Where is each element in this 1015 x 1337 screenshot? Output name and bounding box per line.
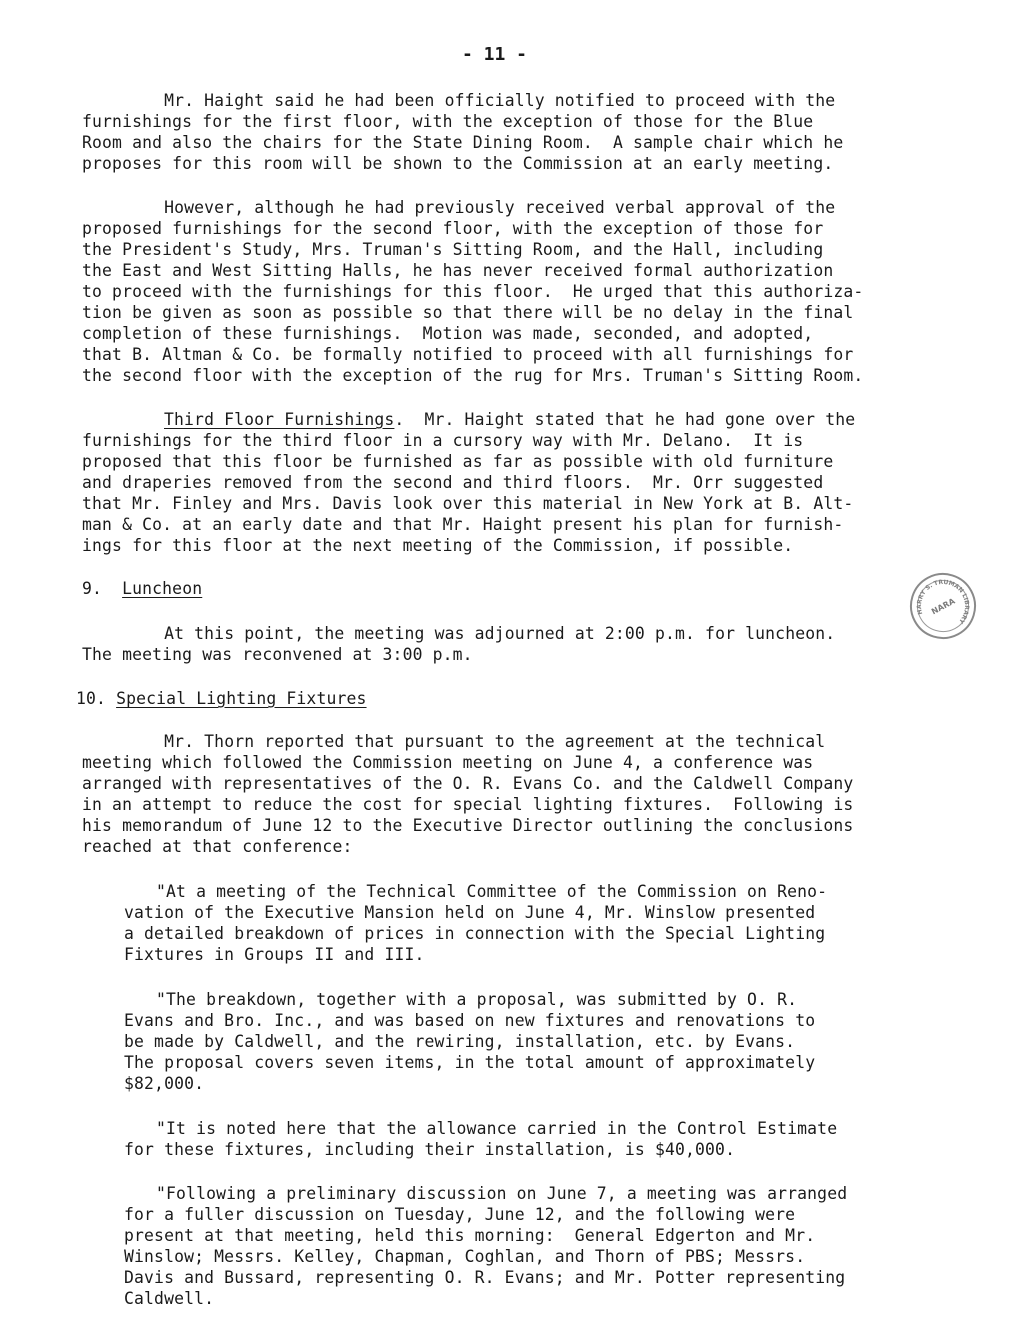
text-line: his memorandum of June 12 to the Executive Director outlining the conclusions <box>82 816 854 835</box>
text-line: Room and also the chairs for the State Dining Room. A sample chair which he <box>82 133 844 152</box>
page-number: - 11 - <box>462 44 528 65</box>
quote-line: a detailed breakdown of prices in connection with the Special Lighting <box>124 924 826 943</box>
text-line: Mr. Thorn reported that pursuant to the agreement at the technical <box>114 732 826 751</box>
text-line: reached at that conference: <box>82 837 353 856</box>
text-line: meeting which followed the Commission meeting on June 4, a conference was <box>82 753 814 772</box>
section-heading-luncheon <box>82 578 202 599</box>
stamp-lettering <box>901 564 985 648</box>
text-line: the President's Study, Mrs. Truman's Sitting Room, and the Hall, including <box>82 240 824 259</box>
quote-line: The proposal covers seven items, in the total amount of approximately <box>124 1053 816 1072</box>
section-heading-lighting <box>76 688 367 709</box>
text-line: proposed that this floor be furnished as far as possible with old furniture <box>82 452 834 471</box>
text-line: and draperies removed from the second and third floors. Mr. Orr suggested <box>82 473 824 492</box>
quote-line: "It is noted here that the allowance carried in the Control Estimate <box>156 1119 838 1138</box>
subsection-heading: Third Floor Furnishings <box>164 410 395 429</box>
section-title: Luncheon <box>122 579 203 598</box>
subsection-heading-line <box>164 409 855 430</box>
text-line: Mr. Haight said he had been officially notified to proceed with the <box>114 91 836 110</box>
section-number: 9. <box>82 579 103 598</box>
section-number: 10. <box>76 689 107 708</box>
quote-line: Davis and Bussard, representing O. R. Evans; and Mr. Potter representing <box>124 1268 846 1287</box>
text-line: completion of these furnishings. Motion was made, seconded, and adopted, <box>82 324 814 343</box>
text-line: . Mr. Haight stated that he had gone over the <box>394 410 856 429</box>
text-line: proposes for this room will be shown to the Commission at an early meeting. <box>82 154 834 173</box>
text-line: in an attempt to reduce the cost for special lighting fixtures. Following is <box>82 795 854 814</box>
text-line: furnishings for the first floor, with the exception of those for the Blue <box>82 112 814 131</box>
text-line: proposed furnishings for the second floor, with the exception of those for <box>82 219 824 238</box>
quote-line: Winslow; Messrs. Kelley, Chapman, Coghlan, and Thorn of PBS; Messrs. <box>124 1247 806 1266</box>
text-line: At this point, the meeting was adjourned at 2:00 p.m. for luncheon. <box>114 624 836 643</box>
quote-line: for these fixtures, including their installation, is $40,000. <box>124 1140 736 1159</box>
text-line: furnishings for the third floor in a cursory way with Mr. Delano. It is <box>82 431 804 450</box>
text-line: that B. Altman & Co. be formally notified to proceed with all furnishings for <box>82 345 854 364</box>
quote-line: $82,000. <box>124 1074 205 1093</box>
text-line: the East and West Sitting Halls, he has never received formal authorization <box>82 261 834 280</box>
quote-line: Fixtures in Groups II and III. <box>124 945 425 964</box>
library-stamp <box>898 561 987 650</box>
text-line: that Mr. Finley and Mrs. Davis look over this material in New York at B. Alt- <box>82 494 854 513</box>
text-line: arranged with representatives of the O. R. Evans Co. and the Caldwell Company <box>82 774 854 793</box>
text-line: However, although he had previously received verbal approval of the <box>114 198 836 217</box>
text-line: ings for this floor at the next meeting of the Commission, if possible. <box>82 536 794 555</box>
quote-line: be made by Caldwell, and the rewiring, installation, etc. by Evans. <box>124 1032 796 1051</box>
stamp-center-text: NARA <box>929 596 957 616</box>
quote-line: "At a meeting of the Technical Committee of the Commission on Reno- <box>156 882 828 901</box>
text-line: the second floor with the exception of the rug for Mrs. Truman's Sitting Room. <box>82 366 864 385</box>
text-line: man & Co. at an early date and that Mr. Haight present his plan for furnish- <box>82 515 844 534</box>
quote-line: Evans and Bro. Inc., and was based on new fixtures and renovations to <box>124 1011 816 1030</box>
text-line: tion be given as soon as possible so that there will be no delay in the final <box>82 303 854 322</box>
text-line: to proceed with the furnishings for this floor. He urged that this authoriza- <box>82 282 864 301</box>
quote-line: vation of the Executive Mansion held on June 4, Mr. Winslow presented <box>124 903 816 922</box>
svg-text:HARRY S. TRUMAN LIBRARY <box>907 569 979 641</box>
section-title: Special Lighting Fixtures <box>116 689 367 708</box>
quote-line: "Following a preliminary discussion on June 7, a meeting was arranged <box>156 1184 848 1203</box>
stamp-outer-text: HARRY S. TRUMAN LIBRARY <box>915 578 971 625</box>
quote-line: present at that meeting, held this morning: General Edgerton and Mr. <box>124 1226 816 1245</box>
text-line: The meeting was reconvened at 3:00 p.m. <box>82 645 473 664</box>
quote-line: Caldwell. <box>124 1289 215 1308</box>
quote-line: for a fuller discussion on Tuesday, June 12, and the following were <box>124 1205 796 1224</box>
quote-line: "The breakdown, together with a proposal, was submitted by O. R. <box>156 990 798 1009</box>
